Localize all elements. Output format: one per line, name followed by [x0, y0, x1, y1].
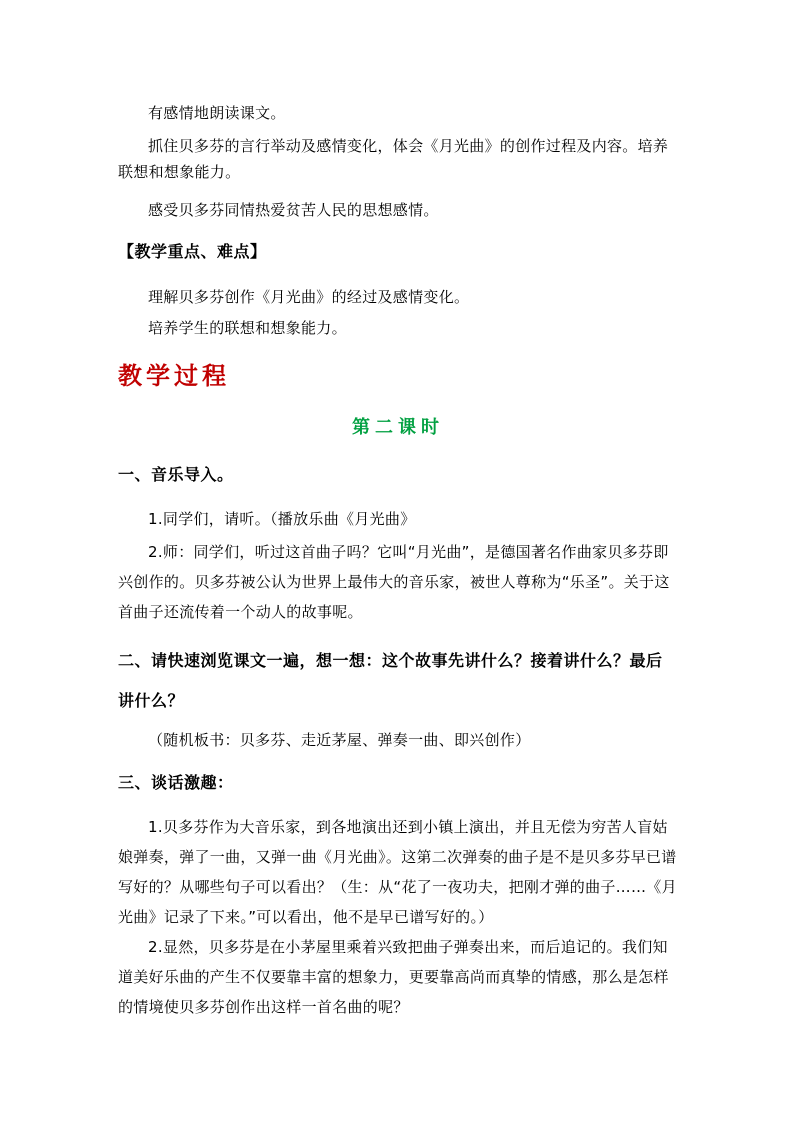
section-2-heading: 二、请快速浏览课文一遍，想一想：这个故事先讲什么？接着讲什么？最后讲什么？	[118, 651, 663, 710]
goal-item-1: 有感情地朗读课文。	[148, 104, 286, 122]
section-3-heading: 三、谈话激趣：	[118, 773, 234, 792]
goal-item-2: 抓住贝多芬的言行举动及感情变化，体会《月光曲》的创作过程及内容。培养联想和想象能力。	[118, 137, 669, 181]
key-points-heading: 【教学重点、难点】	[118, 242, 267, 261]
key-point-item-1: 理解贝多芬创作《月光曲》的经过及感情变化。	[148, 288, 470, 306]
key-point-item-2: 培养学生的联想和想象能力。	[148, 319, 347, 337]
section-1-paragraph-1: 1.同学们，请听。（播放乐曲《月光曲》	[148, 510, 416, 528]
section-3-paragraph-2: 2.显然，贝多芬是在小茅屋里乘着兴致把曲子弹奏出来，而后追记的。我们知道美好乐曲的产生不仅要靠丰富的想象力，更要靠高尚而真挚的情感，那么是怎样的情境使贝多芬创作出这样一首名曲的呢？	[118, 938, 669, 1016]
section-1-heading: 一、音乐导入。	[118, 465, 234, 484]
lesson-title: 第二课时	[352, 417, 444, 438]
process-title: 教学过程	[118, 361, 230, 390]
section-2-board-note: （随机板书：贝多芬、走近茅屋、弹奏一曲、即兴创作）	[148, 731, 531, 749]
section-1-paragraph-2: 2.师：同学们，听过这首曲子吗？它叫“月光曲”，是德国著名作曲家贝多芬即兴创作的。贝多芬被公认为世界上最伟大的音乐家，被世人尊称为“乐圣”。关于这首曲子还流传着一个动人的故事呢。	[118, 543, 670, 621]
goal-item-3: 感受贝多芬同情热爱贫苦人民的思想感情。	[148, 201, 439, 219]
section-3-paragraph-1: 1.贝多芬作为大音乐家，到各地演出还到小镇上演出，并且无偿为穷苦人盲姑娘弹奏，弹了一曲，又弹一曲《月光曲》。这第二次弹奏的曲子是不是贝多芬早已谱写好的？从哪些句子可以看出？（生：从“花了一夜功夫，把刚才弹的曲子……《月光曲》记录了下来。”可以看出，他不是早已谱写好的。）	[118, 818, 677, 926]
